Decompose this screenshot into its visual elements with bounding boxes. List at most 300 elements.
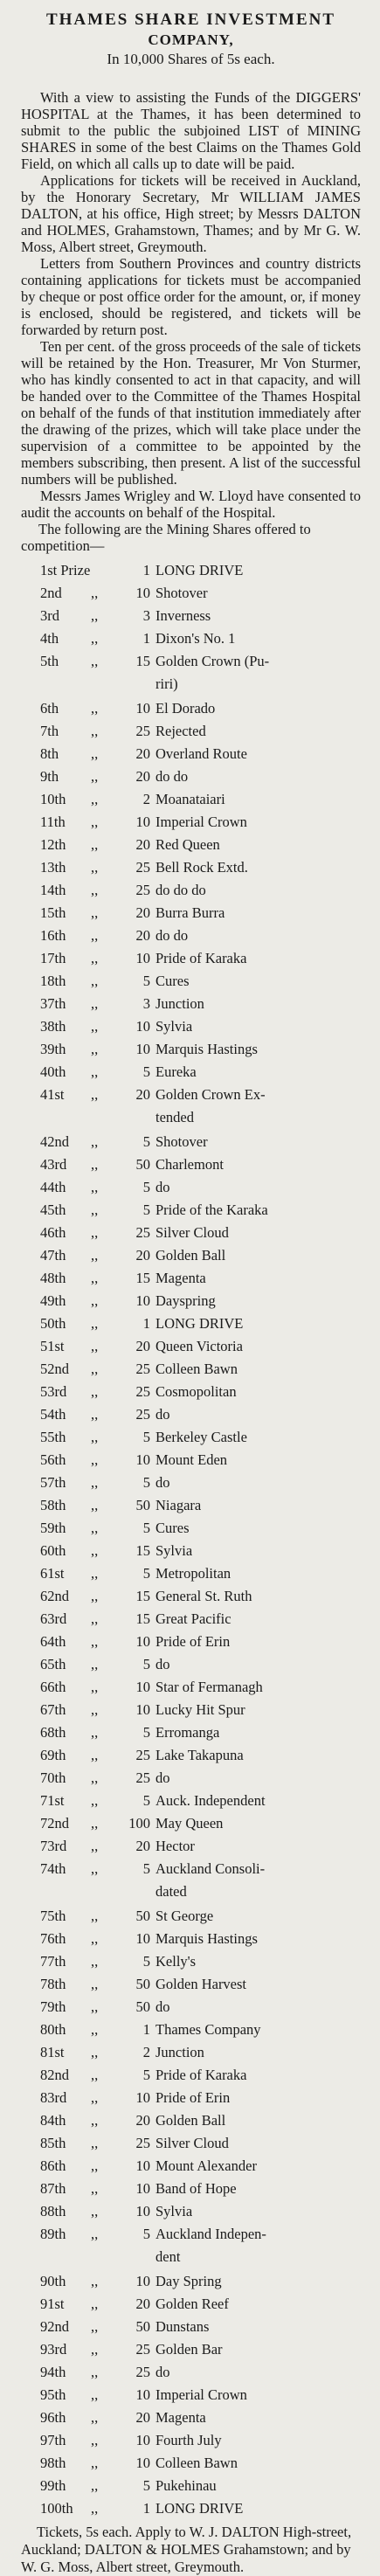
claim-name: tended — [155, 1109, 194, 1125]
share-count: 2 — [142, 791, 150, 807]
ditto-mark: ,, — [91, 607, 99, 624]
ditto-mark: ,, — [91, 1838, 99, 1854]
claim-name: Silver Cloud — [155, 2135, 229, 2151]
prize-rank: 79th — [40, 1998, 66, 2015]
share-count: 5 — [142, 2226, 150, 2242]
share-count: 5 — [142, 1565, 150, 1582]
claim-name: LONG DRIVE — [155, 562, 244, 578]
share-count: 5 — [142, 1429, 150, 1445]
prize-rank: 8th — [40, 745, 59, 762]
ditto-mark: ,, — [91, 1224, 99, 1241]
prize-row — [21, 993, 361, 1015]
prize-row — [21, 1176, 361, 1199]
prize-rank: 9th — [40, 768, 59, 785]
claim-name: Imperial Crown — [155, 814, 247, 830]
prize-rank: 78th — [40, 1976, 66, 1992]
prize-rank: 12th — [40, 836, 66, 853]
prize-rank: 95th — [40, 2386, 66, 2403]
prize-rank: 45th — [40, 1201, 66, 1218]
claim-name: Burra Burra — [155, 904, 225, 921]
prize-row — [21, 2087, 361, 2109]
ditto-mark: ,, — [91, 995, 99, 1012]
share-count: 20 — [135, 2112, 150, 2129]
ditto-mark: ,, — [91, 2044, 99, 2060]
prize-row — [21, 2429, 361, 2452]
share-count: 25 — [135, 2135, 150, 2151]
claim-name: Great Pacific — [155, 1610, 231, 1627]
share-count: 5 — [142, 1520, 150, 1536]
prize-row — [21, 720, 361, 743]
prize-rank: 48th — [40, 1270, 66, 1286]
prize-row — [21, 2475, 361, 2497]
prize-row — [21, 2155, 361, 2178]
prize-row — [21, 2361, 361, 2384]
prize-rank: 92nd — [40, 2318, 69, 2335]
prize-row — [21, 1858, 361, 1880]
prize-rank: 88th — [40, 2203, 66, 2219]
ditto-mark: ,, — [91, 1542, 99, 1559]
claim-name: Thames Company — [155, 2021, 261, 2038]
prize-rank: 13th — [40, 859, 66, 876]
share-count: 25 — [135, 1224, 150, 1241]
claim-name: Imperial Crown — [155, 2386, 247, 2403]
prize-rank: 80th — [40, 2021, 66, 2038]
prize-rank: 89th — [40, 2226, 66, 2242]
prize-row — [21, 2064, 361, 2087]
prize-rank: 50th — [40, 1315, 66, 1332]
share-count: 5 — [142, 1063, 150, 1080]
prize-row — [21, 1517, 361, 1540]
claim-name: Day Spring — [155, 2273, 222, 2289]
share-count: 50 — [135, 1908, 150, 1924]
prize-row — [21, 2200, 361, 2223]
ditto-mark: ,, — [91, 1792, 99, 1809]
claim-name: General St. Ruth — [155, 1588, 252, 1604]
claim-name: Fourth July — [155, 2432, 222, 2448]
ditto-mark: ,, — [91, 585, 99, 601]
prize-row — [21, 650, 361, 673]
prize-row — [21, 2497, 361, 2520]
prize-row — [21, 1928, 361, 1950]
paragraph: With a view to assisting the Funds of the DIGGERS' HOSPITAL at the Thames, it has been determined to submit to the public the subjoined LIST of MINING SHARES in some of the best Claims on the Thames Gold Field, on which all calls up to date will be paid. — [21, 89, 361, 172]
share-count: 20 — [135, 1338, 150, 1354]
claim-name: Pride of Erin — [155, 1633, 231, 1650]
share-count: 10 — [135, 2273, 150, 2289]
claim-name: do — [155, 1769, 170, 1786]
claim-name: Junction — [155, 2044, 204, 2060]
prize-rank: 83rd — [40, 2089, 67, 2106]
share-count: 5 — [142, 1201, 150, 1218]
ditto-mark: ,, — [91, 2296, 99, 2312]
claim-name: do — [155, 1179, 170, 1195]
prize-row — [21, 559, 361, 582]
ditto-mark: ,, — [91, 1724, 99, 1741]
ditto-mark: ,, — [91, 2341, 99, 2358]
ditto-mark — [91, 673, 115, 697]
claim-name: St George — [155, 1908, 214, 1924]
prize-rank: 47th — [40, 1247, 66, 1264]
prize-row — [21, 902, 361, 924]
paragraph: Applications for tickets will be received in Auckland, by the Honorary Secretary, Mr WILLIAM JAMES DALTON, at his office, High street; by Messrs DALTON and HOLMES, Grahamstown, Thames; and by Mr G. W. Moss, Albert street, Greymouth. — [21, 172, 361, 255]
share-count: 1 — [142, 1315, 150, 1332]
prize-rank: 44th — [40, 1179, 66, 1195]
claim-name: Dixon's No. 1 — [155, 630, 236, 647]
share-count: 5 — [142, 1792, 150, 1809]
claim-name: riri) — [155, 675, 178, 692]
prize-row — [21, 1699, 361, 1721]
claim-name: Golden Reef — [155, 2296, 229, 2312]
share-count: 25 — [135, 1769, 150, 1786]
prize-row — [21, 1131, 361, 1153]
share-count — [115, 2246, 155, 2270]
prize-row — [21, 2132, 361, 2155]
share-count: 20 — [135, 904, 150, 921]
prize-rank: 3rd — [40, 607, 59, 624]
prize-rank: 65th — [40, 1656, 66, 1672]
ditto-mark: ,, — [91, 2180, 99, 2197]
ditto-mark: ,, — [91, 2203, 99, 2219]
body-text — [21, 89, 361, 521]
claim-name: Junction — [155, 995, 204, 1012]
ditto-mark: ,, — [91, 1179, 99, 1195]
prize-rank: 90th — [40, 2273, 66, 2289]
prize-row — [21, 605, 361, 627]
prize-row — [21, 1267, 361, 1290]
prize-row — [21, 1812, 361, 1835]
prize-row — [21, 743, 361, 765]
prize-rank: 41st — [40, 1086, 65, 1103]
claim-name: Cosmopolitan — [155, 1383, 237, 1400]
ditto-mark: ,, — [91, 1497, 99, 1513]
prize-rank: 5th — [40, 653, 59, 669]
share-count: 15 — [135, 653, 150, 669]
prize-row — [21, 697, 361, 720]
prize-rank: 52nd — [40, 1361, 69, 1377]
ditto-mark — [91, 1106, 115, 1131]
ditto-mark: ,, — [91, 927, 99, 944]
prize-rank: 71st — [40, 1792, 65, 1809]
share-count: 20 — [135, 1838, 150, 1854]
prize-rank: 2nd — [40, 585, 62, 601]
paragraph: Ten per cent. of the gross proceeds of the sale of tickets will be retained by the Hon. Treasurer, Mr Von Sturmer, who has kindly consented to act in that capacity, and will be handed over to the Committee of the Thames Hospital on behalf of the funds of that institution immediately after the drawing of the prizes, which will take place under the supervision of a committee to be appointed by the members subscribing, then present. A list of the successful numbers will be published. — [21, 338, 361, 488]
share-count: 50 — [135, 1976, 150, 1992]
prize-row — [21, 1335, 361, 1358]
prize-row — [21, 1199, 361, 1222]
prize-row — [21, 1631, 361, 1653]
prize-rank: 97th — [40, 2432, 66, 2448]
claim-name: do do do — [155, 882, 206, 898]
claim-name: Mount Eden — [155, 1451, 228, 1468]
prize-rank: 38th — [40, 1018, 66, 1035]
ditto-mark: ,, — [91, 1361, 99, 1377]
ditto-mark: ,, — [91, 1815, 99, 1832]
prize-row — [21, 1084, 361, 1106]
prize-row — [21, 1721, 361, 1744]
prize-row — [21, 1835, 361, 1858]
share-count: 10 — [135, 1041, 150, 1057]
claim-name: Pride of the Karaka — [155, 1201, 268, 1218]
shares-subtitle: In 10,000 Shares of 5s each. — [107, 51, 275, 67]
prize-rank: 46th — [40, 1224, 66, 1241]
claim-name: do — [155, 2364, 170, 2380]
prize-rank: 64th — [40, 1633, 66, 1650]
ditto-mark — [91, 2246, 115, 2270]
prize-rank: 37th — [40, 995, 66, 1012]
prize-row — [21, 1996, 361, 2019]
ditto-mark: ,, — [91, 2135, 99, 2151]
prize-rank: 57th — [40, 1474, 66, 1491]
claim-name: Pride of Karaka — [155, 950, 247, 966]
share-count: 25 — [135, 859, 150, 876]
prize-row — [21, 1494, 361, 1517]
prize-row — [21, 947, 361, 970]
ditto-mark: ,, — [91, 1520, 99, 1536]
ditto-mark: ,, — [91, 2021, 99, 2038]
prize-row — [21, 1744, 361, 1767]
claim-name: do — [155, 1474, 170, 1491]
prize-row — [21, 1153, 361, 1176]
prize-row — [21, 811, 361, 834]
prize-rank: 51st — [40, 1338, 65, 1354]
ditto-mark: ,, — [91, 791, 99, 807]
prize-rank: 55th — [40, 1429, 66, 1445]
prize-rank: 4th — [40, 630, 59, 647]
claim-name: Pukehinau — [155, 2477, 217, 2494]
claim-name: Sylvia — [155, 1542, 193, 1559]
claim-name: Sylvia — [155, 1018, 193, 1035]
claim-name: Marquis Hastings — [155, 1041, 258, 1057]
share-count: 10 — [135, 1018, 150, 1035]
prize-rank: 91st — [40, 2296, 65, 2312]
prize-rank: 49th — [40, 1292, 66, 1309]
claim-name: do — [155, 1998, 170, 2015]
ditto-mark: ,, — [91, 2455, 99, 2471]
prize-row — [21, 2178, 361, 2200]
ditto-mark: ,, — [91, 1679, 99, 1695]
claim-name: Queen Victoria — [155, 1338, 243, 1354]
ditto-mark: ,, — [91, 1086, 99, 1103]
share-count: 20 — [135, 927, 150, 944]
prize-rank: 82nd — [40, 2067, 69, 2083]
share-count: 10 — [135, 1679, 150, 1695]
ditto-mark: ,, — [91, 1976, 99, 1992]
prize-row — [21, 2406, 361, 2429]
ditto-mark: ,, — [91, 723, 99, 739]
ditto-mark: ,, — [91, 1998, 99, 2015]
prize-row — [21, 1905, 361, 1928]
ditto-mark: ,, — [91, 2364, 99, 2380]
share-count: 10 — [135, 2203, 150, 2219]
ditto-mark: ,, — [91, 859, 99, 876]
prize-row — [21, 2338, 361, 2361]
prize-row — [21, 2452, 361, 2475]
claim-name: Hector — [155, 1838, 195, 1854]
share-count: 10 — [135, 700, 150, 717]
prize-row — [21, 2223, 361, 2246]
prize-row — [21, 1312, 361, 1335]
prize-row — [21, 1106, 361, 1131]
prize-rank: 99th — [40, 2477, 66, 2494]
prize-rank: 96th — [40, 2409, 66, 2426]
prize-row — [21, 1449, 361, 1472]
share-count: 50 — [135, 1998, 150, 2015]
prize-row — [21, 582, 361, 605]
prize-row — [21, 1790, 361, 1812]
share-count: 20 — [135, 836, 150, 853]
claim-name: Magenta — [155, 2409, 206, 2426]
prize-rank: 10th — [40, 791, 66, 807]
share-count — [115, 1106, 155, 1131]
ditto-mark: ,, — [91, 1953, 99, 1970]
prize-rank: 59th — [40, 1520, 66, 1536]
prize-rank: 73rd — [40, 1838, 67, 1854]
company-subtitle: COMPANY, — [148, 31, 234, 48]
share-count: 20 — [135, 2409, 150, 2426]
ditto-mark: ,, — [91, 1247, 99, 1264]
prize-rank: 15th — [40, 904, 66, 921]
ditto-mark: ,, — [91, 1633, 99, 1650]
prize-row — [21, 765, 361, 788]
prize-rank: 43rd — [40, 1156, 67, 1173]
ditto-mark: ,, — [91, 2067, 99, 2083]
ditto-mark: ,, — [91, 1406, 99, 1423]
share-count: 2 — [142, 2044, 150, 2060]
claim-name: Marquis Hastings — [155, 1930, 258, 1947]
ditto-mark: ,, — [91, 1018, 99, 1035]
claim-name: Dayspring — [155, 1292, 216, 1309]
claim-name: Silver Cloud — [155, 1224, 229, 1241]
claim-name: do do — [155, 768, 189, 785]
prize-row — [21, 1061, 361, 1084]
ditto-mark: ,, — [91, 1451, 99, 1468]
ditto-mark: ,, — [91, 1860, 99, 1877]
claim-name: Dunstans — [155, 2318, 210, 2335]
ditto-mark: ,, — [91, 1908, 99, 1924]
claim-name: Magenta — [155, 1270, 206, 1286]
ditto-mark: ,, — [91, 1315, 99, 1332]
share-count: 10 — [135, 2432, 150, 2448]
claim-name: Niagara — [155, 1497, 202, 1513]
ditto-mark: ,, — [91, 2500, 99, 2517]
share-count: 20 — [135, 1247, 150, 1264]
prize-rank: 14th — [40, 882, 66, 898]
ditto-mark: ,, — [91, 1201, 99, 1218]
prize-rank: 61st — [40, 1565, 65, 1582]
ditto-mark: ,, — [91, 653, 99, 669]
claim-name: Lake Takapuna — [155, 1747, 244, 1763]
share-count — [115, 1880, 155, 1905]
prize-row — [21, 627, 361, 650]
prize-row — [21, 1950, 361, 1973]
ditto-mark: ,, — [91, 1383, 99, 1400]
prize-rank: 17th — [40, 950, 66, 966]
share-count: 25 — [135, 723, 150, 739]
share-count: 50 — [135, 2318, 150, 2335]
ditto-mark: ,, — [91, 1133, 99, 1150]
prize-row — [21, 673, 361, 697]
claim-name: Eureka — [155, 1063, 197, 1080]
claim-name: Bell Rock Extd. — [155, 859, 248, 876]
prize-row — [21, 2246, 361, 2270]
share-count: 10 — [135, 814, 150, 830]
share-count: 10 — [135, 1930, 150, 1947]
share-count: 5 — [142, 2067, 150, 2083]
prize-rank: 66th — [40, 1679, 66, 1695]
ditto-mark: ,, — [91, 1156, 99, 1173]
prize-row — [21, 2384, 361, 2406]
prize-rank: 53rd — [40, 1383, 67, 1400]
share-count: 10 — [135, 1292, 150, 1309]
prize-rank: 85th — [40, 2135, 66, 2151]
prize-rank: 100th — [40, 2500, 73, 2517]
claim-name: Charlemont — [155, 1156, 224, 1173]
ditto-mark: ,, — [91, 1701, 99, 1718]
share-count: 1 — [142, 2500, 150, 2517]
share-count: 10 — [135, 2386, 150, 2403]
prize-row — [21, 1608, 361, 1631]
prize-row — [21, 879, 361, 902]
share-count: 25 — [135, 2364, 150, 2380]
prize-row — [21, 1676, 361, 1699]
claim-name: Rejected — [155, 723, 206, 739]
prize-row — [21, 2316, 361, 2338]
prize-rank: 87th — [40, 2180, 66, 2197]
share-count: 15 — [135, 1588, 150, 1604]
claim-name: Kelly's — [155, 1953, 197, 1970]
claim-name: do — [155, 1656, 170, 1672]
prize-row — [21, 1973, 361, 1996]
ditto-mark: ,, — [91, 2477, 99, 2494]
share-count: 25 — [135, 882, 150, 898]
claim-name: Auck. Independent — [155, 1792, 266, 1809]
share-count: 10 — [135, 2089, 150, 2106]
claim-name: Cures — [155, 973, 190, 989]
prize-row — [21, 1038, 361, 1061]
ditto-mark: ,, — [91, 950, 99, 966]
claim-name: Cures — [155, 1520, 190, 1536]
ditto-mark: ,, — [91, 1429, 99, 1445]
prize-rank: 42nd — [40, 1133, 69, 1150]
prize-rank: 62nd — [40, 1588, 69, 1604]
paragraph: Messrs James Wrigley and W. Lloyd have consented to audit the accounts on behalf of the Hospital. — [21, 488, 361, 521]
claim-name: do do — [155, 927, 189, 944]
prize-row — [21, 1767, 361, 1790]
share-count: 5 — [142, 1724, 150, 1741]
ditto-mark: ,, — [91, 1474, 99, 1491]
claim-name: Pride of Karaka — [155, 2067, 247, 2083]
share-count: 15 — [135, 1542, 150, 1559]
prize-rank: 76th — [40, 1930, 66, 1947]
prize-rank: 60th — [40, 1542, 66, 1559]
share-count: 15 — [135, 1610, 150, 1627]
ditto-mark: ,, — [91, 1041, 99, 1057]
prize-rank: 54th — [40, 1406, 66, 1423]
ditto-mark: ,, — [91, 814, 99, 830]
ditto-mark: ,, — [91, 630, 99, 647]
share-count: 20 — [135, 768, 150, 785]
share-count: 3 — [142, 995, 150, 1012]
prize-rank: 40th — [40, 1063, 66, 1080]
claim-name: Moanataiari — [155, 791, 225, 807]
share-count: 25 — [135, 1747, 150, 1763]
prize-rank: 11th — [40, 814, 66, 830]
claim-name: Golden Bar — [155, 2341, 223, 2358]
claim-name: Golden Crown Ex- — [155, 1086, 266, 1103]
prize-rank: 84th — [40, 2112, 66, 2129]
prize-row — [21, 1015, 361, 1038]
prize-rank: 39th — [40, 1041, 66, 1057]
claim-name: Sylvia — [155, 2203, 193, 2219]
